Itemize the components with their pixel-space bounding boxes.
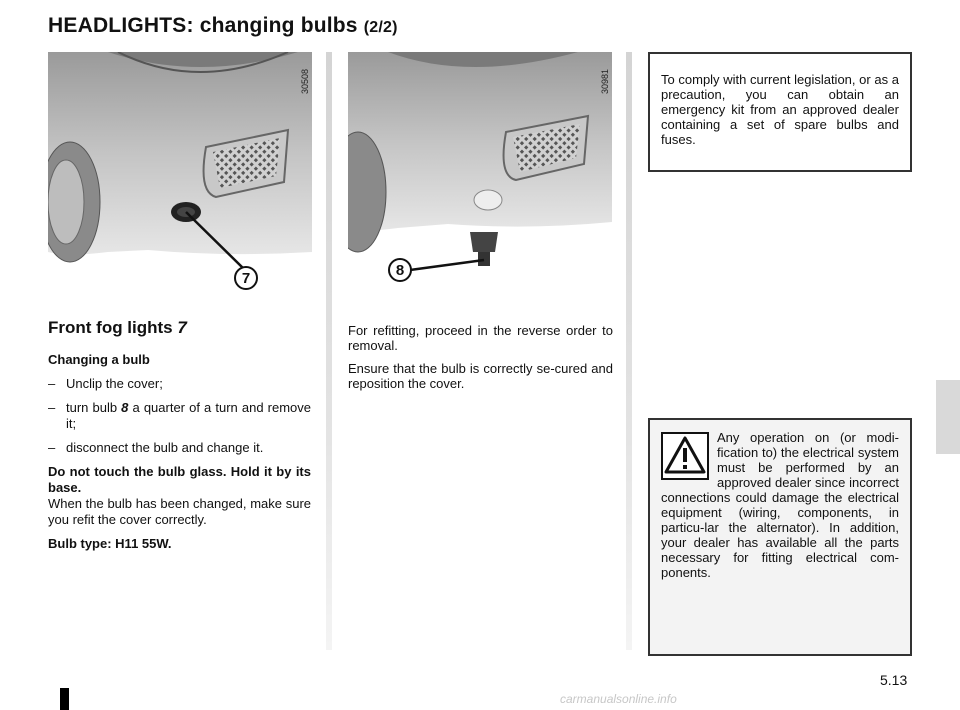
paragraph: For refitting, proceed in the reverse order to removal.	[348, 323, 613, 353]
step-item	[48, 400, 311, 432]
step-item	[48, 440, 311, 456]
step-dash: –	[48, 400, 56, 415]
step-text-pre: turn bulb	[66, 400, 122, 415]
page-title-suffix: (2/2)	[363, 19, 398, 36]
warning-triangle-icon	[661, 432, 709, 480]
warning-text: When the bulb has been changed, make sure you refit the cover correctly.	[48, 496, 311, 527]
page-number: 5.13	[880, 672, 908, 688]
column-divider	[626, 52, 632, 650]
section-heading-text: Front fog lights	[48, 318, 173, 337]
refitting-section	[348, 323, 613, 399]
callout-8: 8	[388, 258, 412, 282]
page-title	[48, 14, 398, 38]
step-ref: 8	[121, 400, 129, 415]
fog-lights-section	[48, 320, 311, 560]
step-text-post: a quarter of a turn and remove it;	[66, 400, 311, 431]
figure-code: 30508	[300, 68, 310, 94]
warning-bold: Do not touch the bulb glass. Hold it by its base.	[48, 464, 311, 495]
watermark: carmanualsonline.info	[560, 692, 677, 706]
section-heading	[48, 320, 311, 336]
page-title-text: HEADLIGHTS: changing bulbs	[48, 14, 358, 37]
warning-box-text: Any operation on (or modi-fication to) the electrical system must be performed by an approved dealer since incorrect connections could damage the electrical equipment (wiring, components, in particu-lar the alternator). In addition, your dealer has available all the parts necessary for fitting electrical com-ponents.	[661, 430, 899, 580]
corner-mark	[60, 688, 69, 710]
subheading: Changing a bulb	[48, 352, 150, 367]
section-tab	[936, 380, 960, 454]
warning-paragraph	[48, 464, 311, 528]
figure-code: 30981	[600, 68, 610, 94]
column-divider	[326, 52, 332, 650]
callout-7: 7	[234, 266, 258, 290]
step-text: Unclip the cover;	[66, 376, 163, 391]
section-heading-ref: 7	[177, 318, 187, 337]
figure-fog-light-cover	[48, 52, 312, 292]
step-item	[48, 376, 311, 392]
figure-fog-light-bulb	[348, 52, 612, 292]
callout-leader-line	[348, 52, 612, 292]
step-dash: –	[48, 376, 56, 391]
callout-leader-line	[48, 52, 312, 292]
paragraph: Ensure that the bulb is correctly se-cured and reposition the cover.	[348, 361, 613, 391]
warning-box	[648, 418, 912, 656]
info-box	[648, 52, 912, 172]
info-box-text: To comply with current legislation, or as a precaution, you can obtain an emergency kit from an approved dealer containing a set of spare bulbs and fuses.	[661, 72, 899, 147]
bulb-type: Bulb type: H11 55W.	[48, 536, 172, 551]
step-text: disconnect the bulb and change it.	[66, 440, 264, 455]
step-dash: –	[48, 440, 56, 455]
